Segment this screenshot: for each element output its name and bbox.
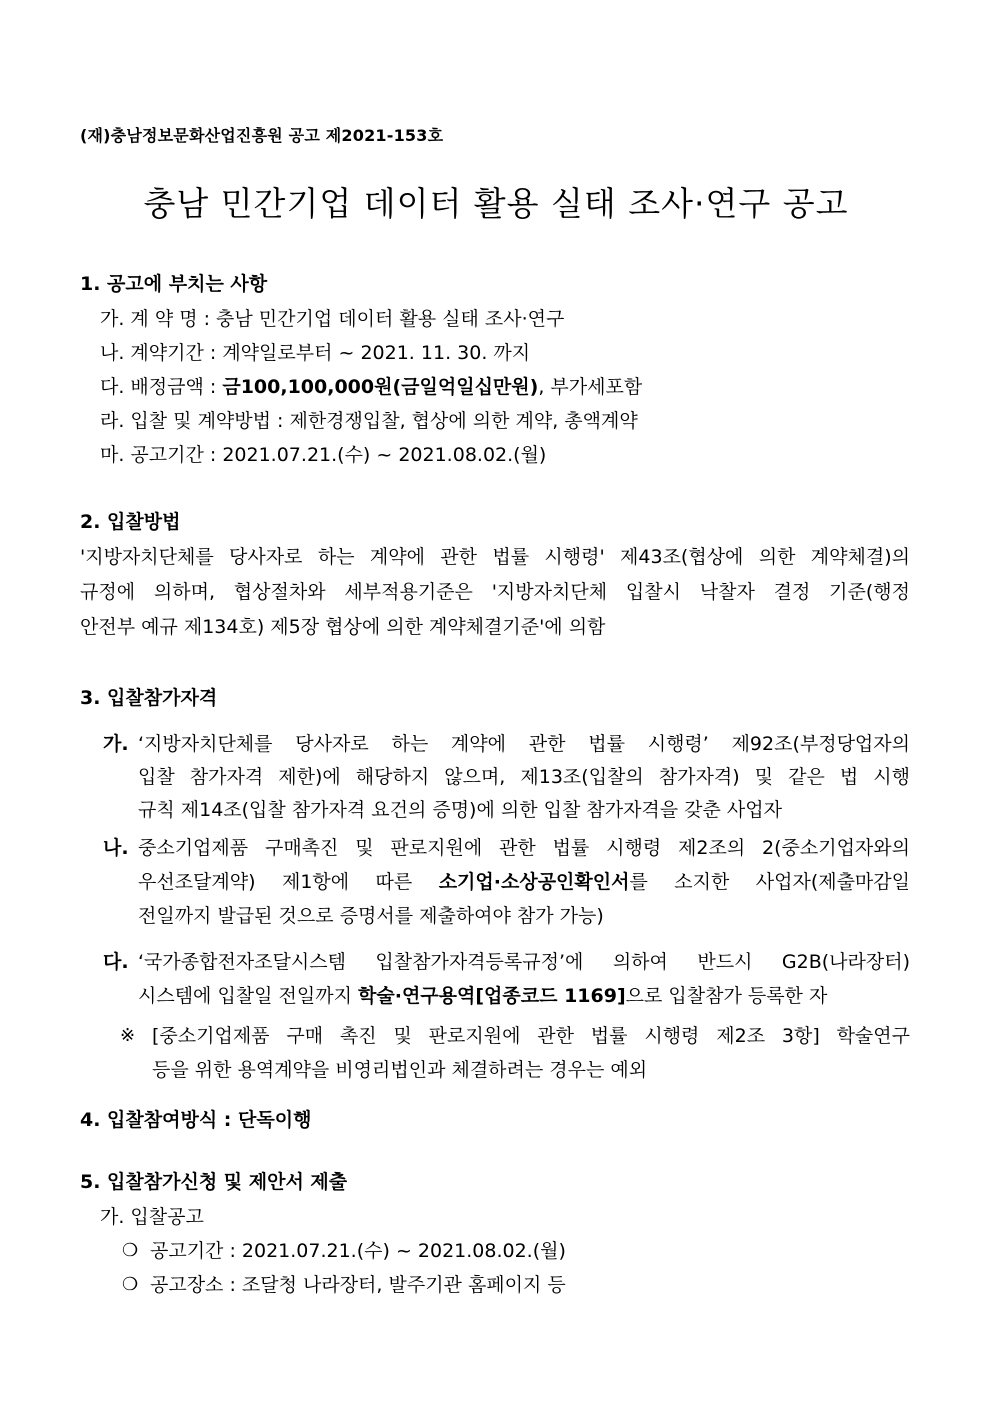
section-2-heading: 2. 입찰방법 xyxy=(80,511,181,533)
industry-code: 학술·연구용역[업종코드 1169] xyxy=(358,985,626,1007)
page-title: 충남 민간기업 데이터 활용 실태 조사·연구 공고 xyxy=(143,184,849,223)
qualification-a-line: 입찰 참가자격 제한)에 해당하지 않으며, 제13조(입찰의 참가자격) 및 같은 법 시행 xyxy=(138,766,910,788)
item-marker: 가. xyxy=(103,733,129,755)
qualification-c-line xyxy=(138,984,910,1008)
section-2-line: 안전부 예규 제134호) 제5장 협상에 의한 계약체결기준'에 의함 xyxy=(80,616,606,638)
section-1-heading: 1. 공고에 부치는 사항 xyxy=(80,273,268,295)
reference-mark-icon: ※ xyxy=(120,1025,136,1046)
item-marker: 나. xyxy=(103,837,129,859)
qualification-c-text: 으로 입찰참가 등록한 자 xyxy=(625,985,828,1007)
item-marker: 다. xyxy=(103,951,129,973)
section-2-line: '지방자치단체를 당사자로 하는 계약에 관한 법률 시행령' 제43조(협상에 의한 계약체결)의 xyxy=(80,546,910,568)
budget-value: 금100,100,000원(금일억일십만원) xyxy=(222,376,539,398)
bid-notice-place: 공고장소 : 조달청 나라장터, 발주기관 홈페이지 등 xyxy=(150,1274,566,1296)
section-4-heading: 4. 입찰참여방식 : 단독이행 xyxy=(80,1109,312,1131)
qualification-c-text: 시스템에 입찰일 전일까지 xyxy=(138,985,359,1007)
qualification-b-text: 우선조달계약) 제1항에 따른 xyxy=(138,871,439,893)
contract-name: 가. 계 약 명 : 충남 민간기업 데이터 활용 실태 조사·연구 xyxy=(100,308,565,330)
contract-period: 나. 계약기간 : 계약일로부터 ~ 2021. 11. 30. 까지 xyxy=(100,342,531,364)
budget-label: 다. 배정금액 : xyxy=(100,376,223,398)
budget-amount xyxy=(100,375,642,399)
qualification-b-line: 전일까지 발급된 것으로 증명서를 제출하여야 참가 가능) xyxy=(138,905,604,927)
notice-number: (재)충남정보문화산업진흥원 공고 제2021-153호 xyxy=(80,126,444,145)
qualification-b-text: 를 소지한 사업자(제출마감일 xyxy=(629,871,910,893)
qualification-b-line xyxy=(138,870,910,894)
qualification-a-line: 규칙 제14조(입찰 참가자격 요건의 증명)에 의한 입찰 참가자격을 갖춘 사업자 xyxy=(138,799,782,821)
circle-bullet-icon: ❍ xyxy=(122,1274,139,1295)
bid-notice-period: 공고기간 : 2021.07.21.(수) ~ 2021.08.02.(월) xyxy=(150,1240,566,1262)
exception-note-line: [중소기업제품 구매 촉진 및 판로지원에 관한 법률 시행령 제2조 3항] 학술연구 xyxy=(152,1025,910,1047)
notice-period: 마. 공고기간 : 2021.07.21.(수) ~ 2021.08.02.(월) xyxy=(100,444,547,466)
qualification-c-line: ‘국가종합전자조달시스템 입찰참가자격등록규정’에 의하여 반드시 G2B(나라장터) xyxy=(138,951,910,973)
bidding-method: 라. 입찰 및 계약방법 : 제한경쟁입찰, 협상에 의한 계약, 총액계약 xyxy=(100,410,638,432)
section-5-heading: 5. 입찰참가신청 및 제안서 제출 xyxy=(80,1171,348,1193)
budget-note: , 부가세포함 xyxy=(538,376,643,398)
qualification-a-line: ‘지방자치단체를 당사자로 하는 계약에 관한 법률 시행령’ 제92조(부정당업자의 xyxy=(138,733,910,755)
circle-bullet-icon: ❍ xyxy=(122,1240,139,1261)
exception-note-line: 등을 위한 용역계약을 비영리법인과 체결하려는 경우는 예외 xyxy=(152,1059,648,1081)
bid-notice-subheading: 가. 입찰공고 xyxy=(100,1206,204,1228)
qualification-b-line: 중소기업제품 구매촉진 및 판로지원에 관한 법률 시행령 제2조의 2(중소기업자와의 xyxy=(138,837,910,859)
small-business-certificate: 소기업·소상공인확인서 xyxy=(438,871,630,893)
section-3-heading: 3. 입찰참가자격 xyxy=(80,687,218,709)
section-2-line: 규정에 의하며, 협상절차와 세부적용기준은 '지방자치단체 입찰시 낙찰자 결정 기준(행정 xyxy=(80,581,910,603)
